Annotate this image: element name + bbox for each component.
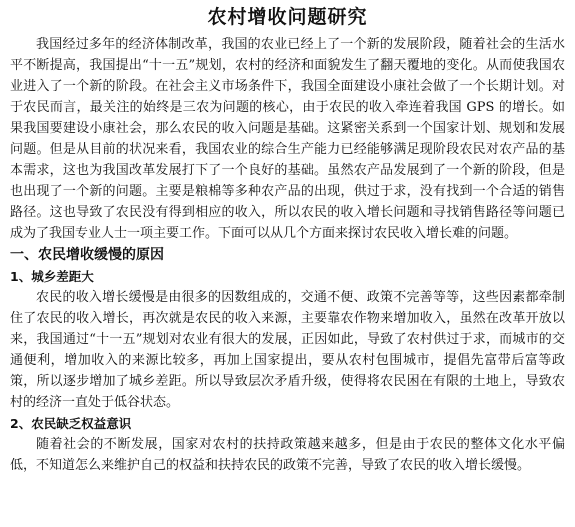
intro-paragraph: 我国经过多年的经济体制改革，我国的农业已经上了一个新的发展阶段，随着社会的生活水平不断提高，我国提出“十一五”规划，农村的经济和面貌发生了翻天覆地的变化。从而使我国农业进入了一个新的阶段。在社会主义市场条件下，我国全面建设小康社会做了一个长期计划。对于农民而言，最关注的始终是三农为问题的核心，由于农民的收入牵连着我国 GPS 的增长。如果我国要建设小康社会，那么农民的收入问题是基础。这紧密关系到一个国家计划、规划和发展问题。但是从目前的状况来看，我国农业的综合生产能力已经能够满足现阶段农民对农产品的基本需求，这也为我国改革发展打下了一个良好的基础。虽然农产品发展到了一个新的阶段，但是也出现了一个新的问题。主要是粮棉等多种农产品的出现，供过于求，没有找到一个合适的销售路径。这也导致了农民没有得到相应的收入，所以农民的收入增长问题和寻找销售路径等问题已成为了我国专业人士一项主要工作。下面可以从几个方面来探讨农民收入增长难的问题。 <box>10 37 565 241</box>
subsection-paragraph-2: 随着社会的不断发展，国家对农村的扶持政策越来越多，但是由于农民的整体文化水平偏低，不知道怎么来维护自己的权益和扶持农民的政策不完善，导致了农民的收入增长缓慢。 <box>10 437 565 473</box>
subsection-heading-2: 2、农民缺乏权益意识 <box>10 416 132 431</box>
subsection-paragraph-1: 农民的收入增长缓慢是由很多的因数组成的，交通不便、政策不完善等等，这些因素都牵制住了农民的收入增长，再次就是农民的收入来源，主要靠农作物来增加收入，虽然在改革开放以来，我国通过“十一五”规划对农业有很大的发展，正因如此，导致了农村供过于求，而城市的交通便利，增加收入的来源比较多，再加上国家提出，要从农村包围城市，提倡先富带后富等政策，所以逐步增加了城乡差距。所以导致层次矛盾升级，使得将农民困在有限的土地上，导致农村的经济一直处于低谷状态。 <box>10 290 565 410</box>
page-title: 农村增收问题研究 <box>207 6 368 28</box>
subsection-heading-1: 1、城乡差距大 <box>10 269 94 284</box>
section-heading-1: 一、农民增收缓慢的原因 <box>10 247 164 263</box>
